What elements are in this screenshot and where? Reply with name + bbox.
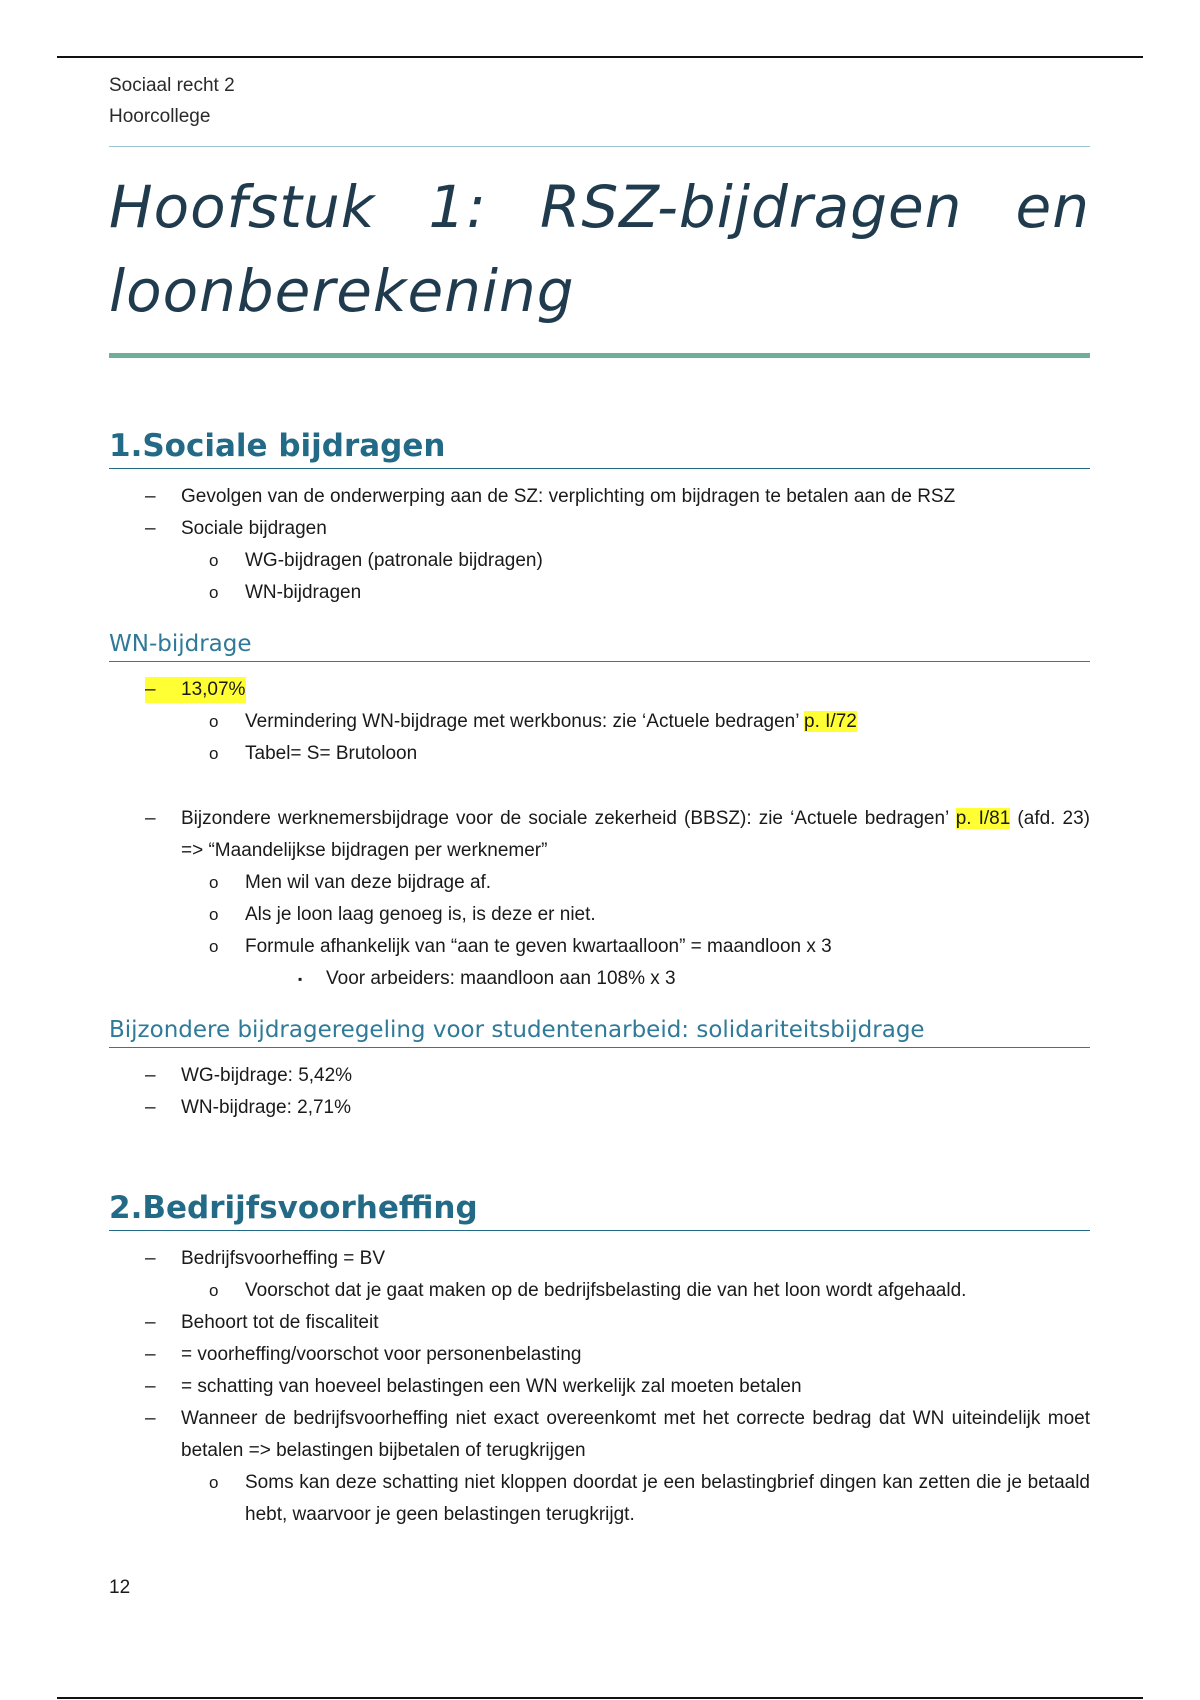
list-item: o Tabel= S= Brutoloon	[181, 738, 1090, 770]
dash-marker: –	[145, 1065, 156, 1086]
page-number: 12	[109, 1577, 131, 1598]
list-item: o WG-bijdragen (patronale bijdragen)	[181, 545, 1090, 577]
list-item: – = schatting van hoeveel belastingen een WN werkelijk zal moeten betalen	[109, 1371, 1090, 1403]
dash-marker: –	[145, 679, 156, 700]
list-item: – Wanneer de bedrijfsvoorheffing niet exact overeenkomt met het correcte bedrag dat WN uiteindelijk moet betalen => belastingen bijbetalen of terugkrijgen o Soms kan deze schatting niet kloppen doordat je een belastingbrief dingen kan zetten die je betaald hebt, waarvoor je geen belastingen terugkrijgt.	[109, 1403, 1090, 1531]
list-item	[109, 674, 1090, 770]
list-item: – Behoort tot de fiscaliteit	[109, 1307, 1090, 1339]
circle-marker: o	[209, 1281, 219, 1300]
circle-marker: o	[209, 1473, 219, 1492]
dash-marker: –	[145, 1344, 156, 1365]
circle-marker: o	[209, 712, 219, 731]
dash-marker: –	[145, 1376, 156, 1397]
dash-marker: –	[145, 1312, 156, 1333]
dash-marker: –	[145, 1408, 156, 1429]
studentenarbeid-list	[109, 1060, 1090, 1124]
sub-list	[181, 545, 1090, 609]
circle-marker: o	[209, 583, 219, 602]
dash-marker: –	[145, 518, 156, 539]
document-header	[109, 70, 1090, 147]
wn-bijdrage-heading: WN-bijdrage	[109, 629, 1090, 662]
list-item: – Bedrijfsvoorheffing = BV o Voorschot dat je gaat maken op de bedrijfsbelasting die van het loon wordt afgehaald.	[109, 1243, 1090, 1307]
sub-list	[181, 1275, 1090, 1307]
section-1-heading: 1.Sociale bijdragen	[109, 426, 1090, 469]
list-item: ▪ Voor arbeiders: maandloon aan 108% x 3	[181, 963, 1090, 995]
list-item: – Bijzondere werknemersbijdrage voor de sociale zekerheid (BBSZ): zie ‘Actuele bedragen’ p. I/81 (afd. 23) => “Maandelijkse bijdragen per werknemer” o Men wil van deze bijdrage af. o Als je loon laag genoeg is, is deze er niet. o Formule afhankelijk van “aan te geven kwartaalloon” = maandloon x 3 ▪ Voor arbeiders: maandloon aan 108% x 3	[109, 803, 1090, 995]
list-item: – Gevolgen van de onderwerping aan de SZ: verplichting om bijdragen te betalen aan de RSZ	[109, 481, 1090, 513]
studentenarbeid-heading: Bijzondere bijdrageregeling voor studentenarbeid: solidariteitsbijdrage	[109, 1015, 1090, 1048]
section-2-heading: 2.Bedrijfsvoorheffing	[109, 1188, 1090, 1231]
sub-list	[181, 867, 1090, 963]
circle-marker: o	[209, 744, 219, 763]
bottom-rule	[57, 1697, 1143, 1699]
document-page	[109, 70, 1090, 1531]
section-2-list	[109, 1243, 1090, 1531]
list-item: o Voorschot dat je gaat maken op de bedrijfsbelasting die van het loon wordt afgehaald.	[181, 1275, 1090, 1307]
sub-list	[181, 1467, 1090, 1531]
page-reference-highlight: p. I/72	[804, 711, 857, 732]
dash-marker: –	[145, 808, 156, 829]
list-item: – WG-bijdrage: 5,42%	[109, 1060, 1090, 1092]
header-course: Sociaal recht 2	[109, 75, 235, 96]
list-item: o Vermindering WN-bijdrage met werkbonus: zie ‘Actuele bedragen’ p. I/72	[181, 706, 1090, 738]
list-item: – Sociale bijdragen o WG-bijdragen (patronale bijdragen) o WN-bijdragen	[109, 513, 1090, 609]
dash-marker: –	[145, 1097, 156, 1118]
list-item: o Als je loon laag genoeg is, is deze er niet.	[181, 899, 1090, 931]
dash-marker: –	[145, 486, 156, 507]
circle-marker: o	[209, 937, 219, 956]
wn-rate: 13,07%	[181, 679, 246, 700]
section-1-list	[109, 481, 1090, 609]
sub-list	[181, 706, 1090, 770]
circle-marker: o	[209, 905, 219, 924]
dash-marker: –	[145, 1248, 156, 1269]
square-bullet-marker: ▪	[298, 972, 303, 986]
list-item: – = voorheffing/voorschot voor personenbelasting	[109, 1339, 1090, 1371]
circle-marker: o	[209, 551, 219, 570]
header-type: Hoorcollege	[109, 106, 211, 127]
list-item: o Formule afhankelijk van “aan te geven kwartaalloon” = maandloon x 3	[181, 931, 1090, 963]
list-item: o WN-bijdragen	[181, 577, 1090, 609]
page-reference-highlight: p. I/81	[955, 808, 1011, 829]
circle-marker: o	[209, 873, 219, 892]
list-item: – WN-bijdrage: 2,71%	[109, 1092, 1090, 1124]
chapter-title: Hoofstuk 1: RSZ-bijdragen en loonberekening	[109, 165, 1090, 358]
list-item: o Men wil van deze bijdrage af.	[181, 867, 1090, 899]
list-item: o Soms kan deze schatting niet kloppen doordat je een belastingbrief dingen kan zetten die je betaald hebt, waarvoor je geen belastingen terugkrijgt.	[181, 1467, 1090, 1531]
top-rule	[57, 56, 1143, 58]
wn-bijdrage-list	[109, 674, 1090, 995]
